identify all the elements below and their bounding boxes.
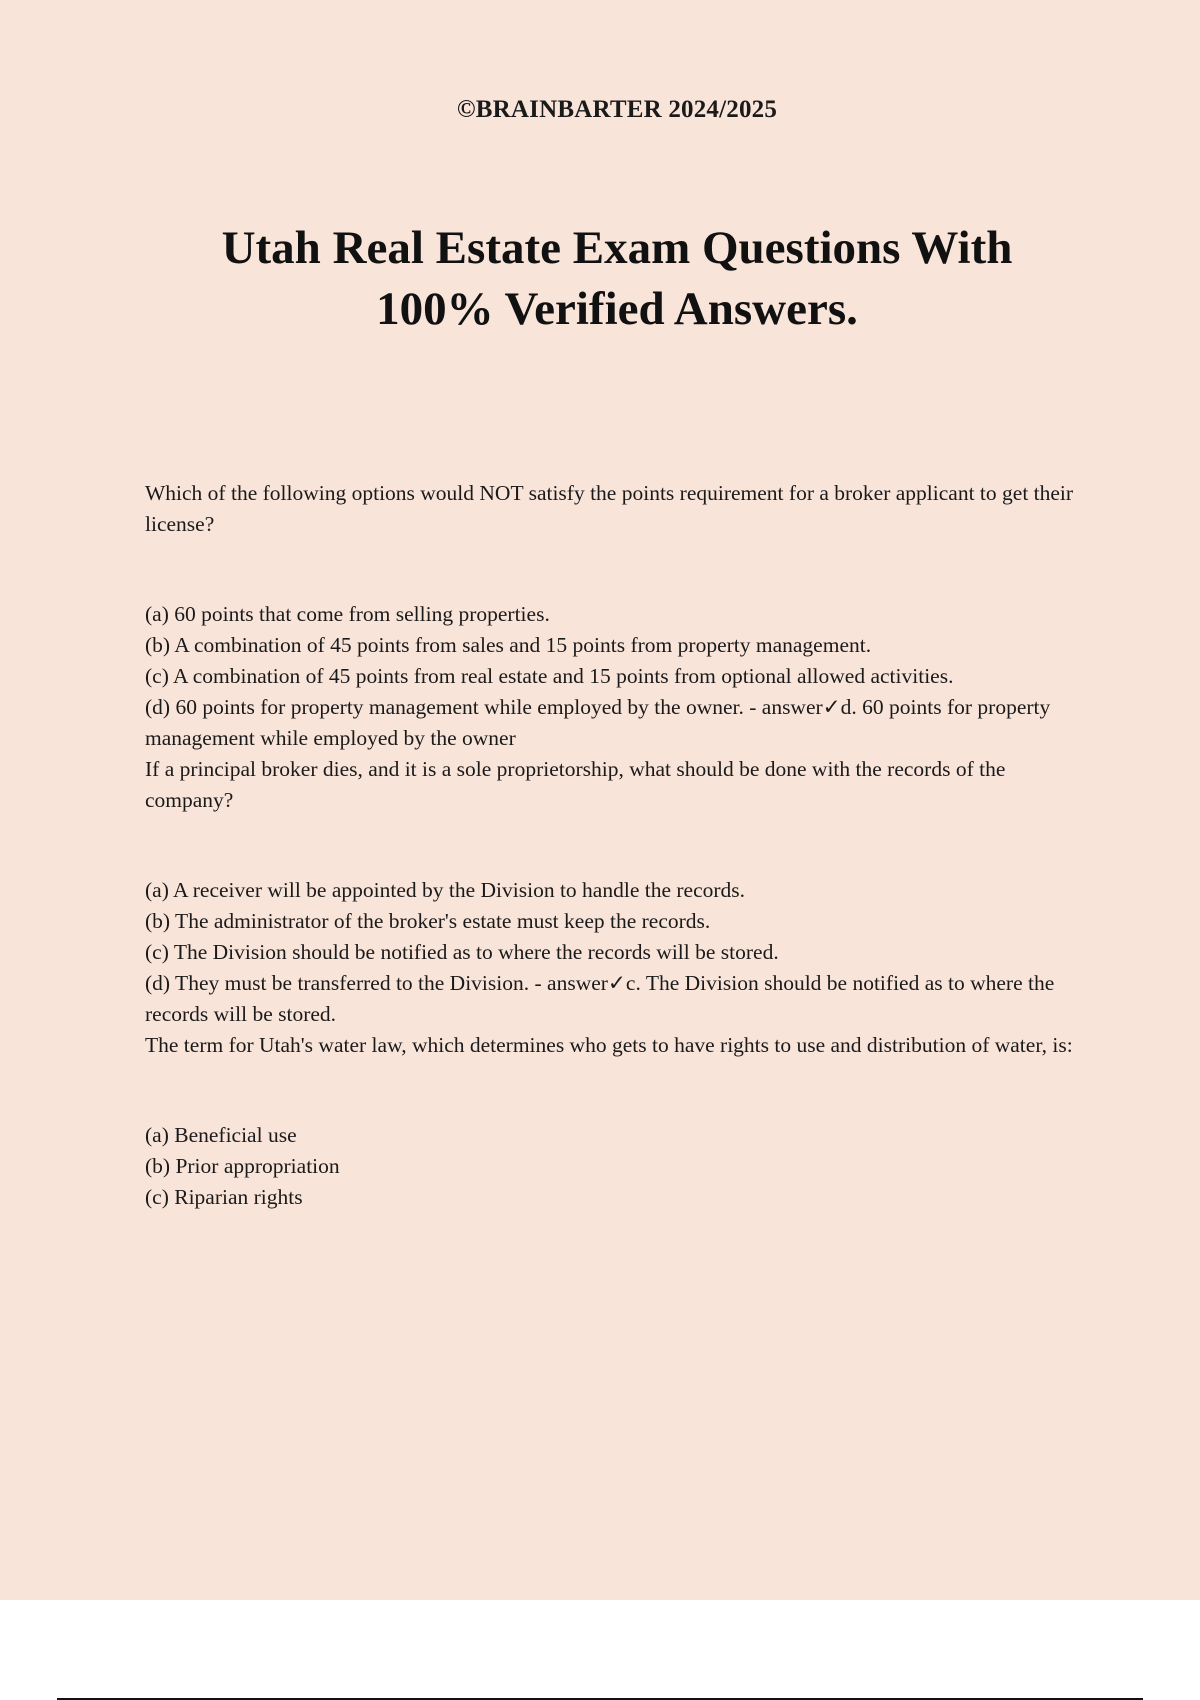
question-text: Which of the following options would NOT satisfy the points requirement for a broker applicant to get their license?	[145, 481, 1074, 536]
answer-option: (d) They must be transferred to the Division. - answer✓c. The Division should be notified as to where the records will be stored.	[145, 971, 1055, 1026]
answer-option: (c) The Division should be notified as to where the records will be stored.	[145, 940, 779, 964]
answer-option: (a) A receiver will be appointed by the Division to handle the records.	[145, 878, 746, 902]
answer-option: (b) Prior appropriation	[145, 1154, 340, 1178]
answer-option: (a) Beneficial use	[145, 1123, 297, 1147]
title-line-1: Utah Real Estate Exam Questions With	[221, 222, 1013, 274]
document-title	[0, 218, 1200, 340]
copyright-header: ©BRAINBARTER 2024/2025	[456, 96, 778, 123]
answer-option: (a) 60 points that come from selling properties.	[145, 602, 550, 626]
answer-option: (d) 60 points for property management while employed by the owner. - answer✓d. 60 points for property management while employed by the owner	[145, 695, 1051, 750]
title-line-2: 100% Verified Answers.	[376, 283, 858, 335]
answer-option: (c) A combination of 45 points from real estate and 15 points from optional allowed activities.	[145, 664, 954, 688]
answer-option: (b) A combination of 45 points from sales and 15 points from property management.	[145, 633, 872, 657]
answer-option: (c) Riparian rights	[145, 1185, 303, 1209]
question-list	[145, 478, 1085, 1213]
question-text: If a principal broker dies, and it is a sole proprietorship, what should be done with the records of the company?	[145, 757, 1006, 812]
answer-option: (b) The administrator of the broker's estate must keep the records.	[145, 909, 711, 933]
question-text: The term for Utah's water law, which determines who gets to have rights to use and distribution of water, is:	[145, 1033, 1073, 1057]
